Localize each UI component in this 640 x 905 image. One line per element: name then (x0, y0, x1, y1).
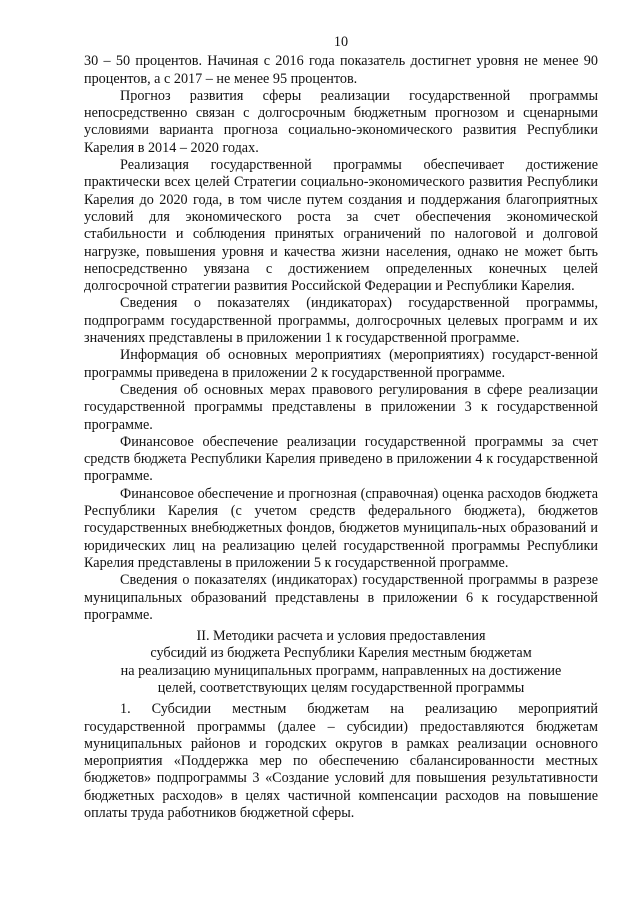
paragraph-appendix-5: Финансовое обеспечение и прогнозная (справочная) оценка расходов бюджета Республики Карелия (с учетом средств федерального бюджета), бюджетов государственных внебюджетных фондов, бюджетов муниципаль-ных образований и юридических лиц на реализацию целей государственной программы Республики Карелия представлены в приложении 5 к государственной программе. (84, 485, 598, 571)
section-heading-line: субсидий из бюджета Республики Карелия местным бюджетам (150, 645, 532, 662)
paragraph-appendix-2: Информация об основных мероприятиях (мероприятиях) государст-венной программы приведена в приложении 2 к государственной программе. (84, 347, 598, 381)
section-heading (84, 628, 598, 697)
section-heading-line: на реализацию муниципальных программ, направленных на достижение (120, 662, 562, 679)
section-heading-line: II. Методики расчета и условия предоставления (196, 628, 486, 645)
paragraph-appendix-4: Финансовое обеспечение реализации государственной программы за счет средств бюджета Республики Карелия приведено в приложении 4 к государственной программе. (84, 433, 598, 485)
paragraph-appendix-6: Сведения о показателях (индикаторах) государственной программы в разрезе муниципальных образований представлены в приложении 6 к государственной программе. (84, 572, 598, 623)
page-number: 10 (333, 34, 349, 50)
paragraph-forecast: Прогноз развития сферы реализации государственной программы непосредственно связан с долгосрочным бюджетным прогнозом и сценарными условиями варианта прогноза социально-экономического развития Республики Карелия в 2014 – 2020 годах. (84, 87, 598, 156)
paragraph-appendix-3: Сведения об основных мерах правового регулирования в сфере реализации государственной программы представлены в приложении 3 к государственной программе. (84, 381, 598, 433)
section-heading-line: целей, соответствующих целям государственной программы (157, 679, 525, 696)
document-page (84, 34, 598, 822)
paragraph-subsidies: 1. Субсидии местным бюджетам на реализацию мероприятий государственной программы (далее – субсидии) предоставляются бюджетам муниципальных районов и городских округов в рамках реализации основного мероприятия «Поддержка мер по обеспечению сбалансированности местных бюджетов» подпрограммы 3 «Создание условий для повышения результативности бюджетных расходов» в целях частичной компенсации расходов на повышение оплаты труда работников бюджетной сферы. (84, 701, 598, 822)
paragraph-appendix-1: Сведения о показателях (индикаторах) государственной программы, подпрограмм государственной программы, долгосрочных целевых программ и их значениях представлены в приложении 1 к государственной программе. (84, 295, 598, 347)
paragraph-strategy: Реализация государственной программы обеспечивает достижение практически всех целей Стратегии социально-экономического развития Республики Карелия до 2020 года, в том числе путем создания и поддержания благоприятных условий для экономического роста за счет обеспечения экономической стабильности и соблюдения принятых ограничений по налоговой и долговой нагрузке, повышения уровня и качества жизни населения, однако не может быть непосредственно увязана с достижением определенных конечных целей долгосрочной стратегии развития Российской Федерации и Республики Карелия. (84, 157, 598, 295)
paragraph-continuation: 30 – 50 процентов. Начиная с 2016 года показатель достигнет уровня не менее 90 процентов, а с 2017 – не менее 95 процентов. (84, 53, 598, 87)
